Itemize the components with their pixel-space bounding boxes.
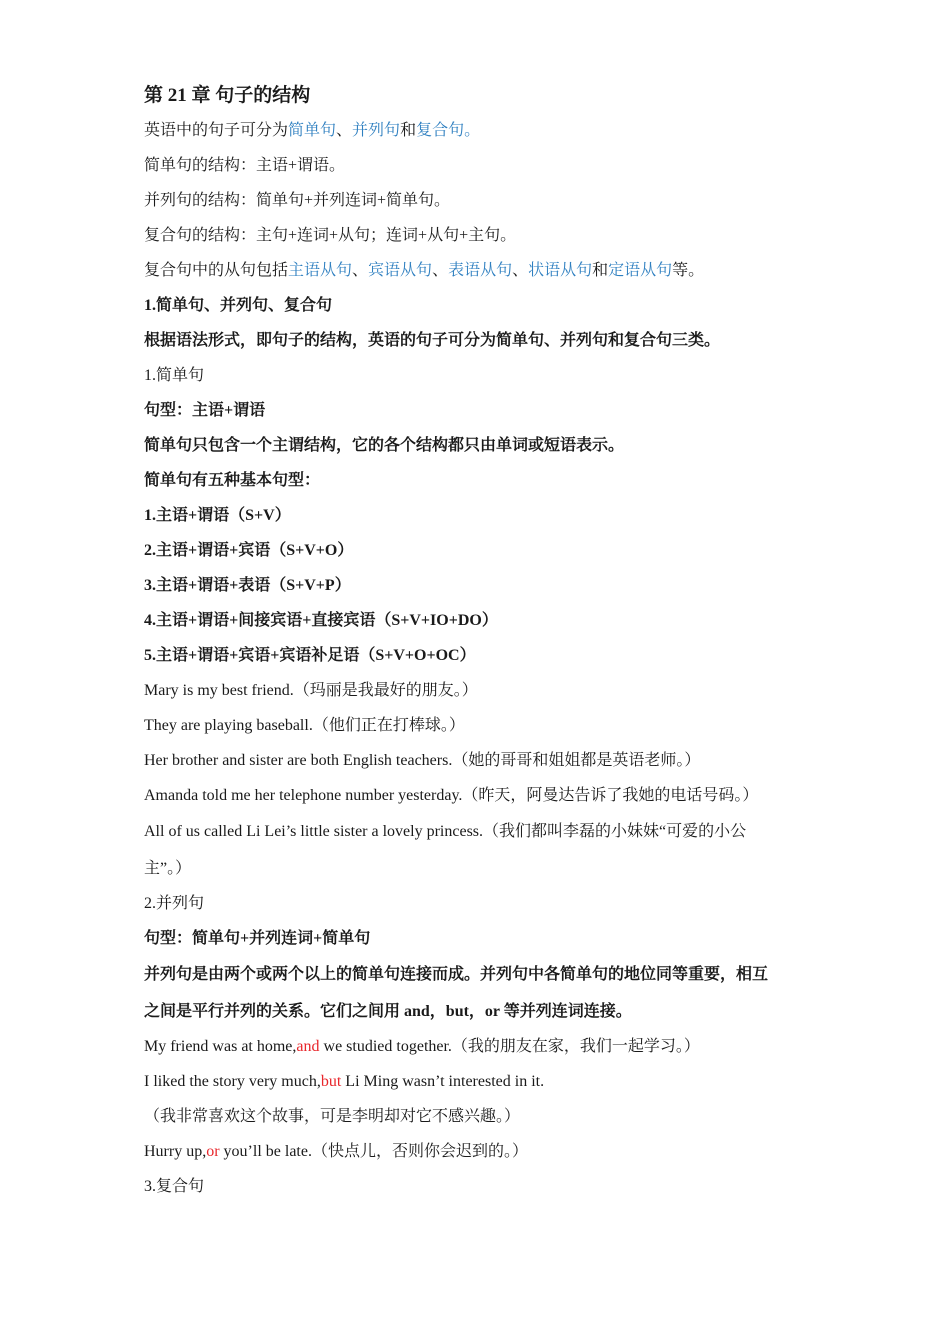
clauses-sep-2: 、: [432, 262, 449, 279]
example-pre: Hurry up,: [144, 1143, 207, 1160]
link-attributive-clause[interactable]: 定语从句: [608, 262, 673, 279]
pattern-item: 2.主语+谓语+宾语（S+V+O）: [144, 542, 354, 559]
example-post: we studied together.（我的朋友在家，我们一起学习。）: [319, 1038, 700, 1055]
simple-structure: 简单句的结构：主语+谓语。: [144, 157, 346, 174]
clauses-end: 等。: [672, 262, 705, 279]
compound-example-but: [144, 1064, 809, 1099]
example-sentence: They are playing baseball.（他们正在打棒球。）: [144, 717, 465, 734]
link-complex-sentence[interactable]: 复合句: [416, 122, 465, 139]
conjunction-but: but: [320, 1073, 342, 1090]
section1-heading: 1.简单句、并列句、复合句: [144, 297, 333, 314]
pattern-item: 4.主语+谓语+间接宾语+直接宾语（S+V+IO+DO）: [144, 612, 498, 629]
simple-heading: 1.简单句: [144, 367, 205, 384]
compound-example-but-translation: （我非常喜欢这个故事，可是李明却对它不感兴趣。）: [144, 1108, 521, 1125]
compound-structure: 并列句的结构：简单句+并列连词+简单句。: [144, 192, 451, 209]
clauses-sep-1: 、: [352, 262, 369, 279]
example-sentence: Her brother and sister are both English teachers.（她的哥哥和姐姐都是英语老师。）: [144, 752, 701, 769]
complex-heading: 3.复合句: [144, 1178, 205, 1195]
compound-desc-line2: 之间是平行并列的关系。它们之间用 and，but，or 等并列连词连接。: [144, 1003, 632, 1020]
compound-example-and: [144, 1029, 809, 1064]
compound-pattern: 句型：简单句+并列连词+简单句: [144, 930, 371, 947]
example-sentence: Mary is my best friend.（玛丽是我最好的朋友。）: [144, 682, 478, 699]
compound-desc-line1: 并列句是由两个或两个以上的简单句连接而成。并列句中各简单句的地位同等重要，相互: [144, 966, 769, 983]
intro-pre: 英语中的句子可分为: [144, 122, 289, 139]
pattern-item: 3.主语+谓语+表语（S+V+P）: [144, 577, 351, 594]
simple-pattern: 句型：主语+谓语: [144, 402, 266, 419]
example-post: you’ll be late.（快点儿，否则你会迟到的。）: [219, 1143, 528, 1160]
example-sentence-line1: All of us called Li Lei’s little sister a lovely princess.（我们都叫李磊的小妹妹“可爱的小公: [144, 823, 747, 840]
clauses-line: [144, 253, 809, 288]
link-simple-sentence[interactable]: 简单句: [288, 122, 337, 139]
section1-intro: 根据语法形式，即句子的结构，英语的句子可分为简单句、并列句和复合句三类。: [144, 332, 721, 349]
intro-sep: 、: [336, 122, 353, 139]
example-sentence: Amanda told me her telephone number yesterday.（昨天，阿曼达告诉了我她的电话号码。）: [144, 787, 759, 804]
example-sentence-line2: 主”。）: [144, 860, 192, 877]
simple-desc: 简单句只包含一个主谓结构，它的各个结构都只由单词或短语表示。: [144, 437, 625, 454]
intro-end: 。: [464, 122, 481, 139]
pattern-item: 1.主语+谓语（S+V）: [144, 507, 291, 524]
document-page: [144, 78, 809, 1204]
compound-heading: 2.并列句: [144, 895, 205, 912]
clauses-and: 和: [592, 262, 609, 279]
example-pre: My friend was at home,: [144, 1038, 297, 1055]
chapter-title: 第 21 章 句子的结构: [144, 85, 311, 106]
link-predicative-clause[interactable]: 表语从句: [448, 262, 513, 279]
conjunction-or: or: [206, 1143, 220, 1160]
link-compound-sentence[interactable]: 并列句: [352, 122, 401, 139]
clauses-pre: 复合句中的从句包括: [144, 262, 289, 279]
link-adverbial-clause[interactable]: 状语从句: [528, 262, 593, 279]
clauses-sep-3: 、: [512, 262, 529, 279]
conjunction-and: and: [296, 1038, 320, 1055]
link-subject-clause[interactable]: 主语从句: [288, 262, 353, 279]
example-post: Li Ming wasn’t interested in it.: [341, 1073, 545, 1090]
example-pre: I liked the story very much,: [144, 1073, 321, 1090]
intro-and: 和: [400, 122, 417, 139]
complex-structure: 复合句的结构：主句+连词+从句；连词+从句+主句。: [144, 227, 517, 244]
compound-example-or: [144, 1134, 809, 1169]
pattern-item: 5.主语+谓语+宾语+宾语补足语（S+V+O+OC）: [144, 647, 476, 664]
link-object-clause[interactable]: 宾语从句: [368, 262, 433, 279]
five-patterns-heading: 简单句有五种基本句型：: [144, 472, 321, 489]
intro-line: [144, 113, 809, 148]
